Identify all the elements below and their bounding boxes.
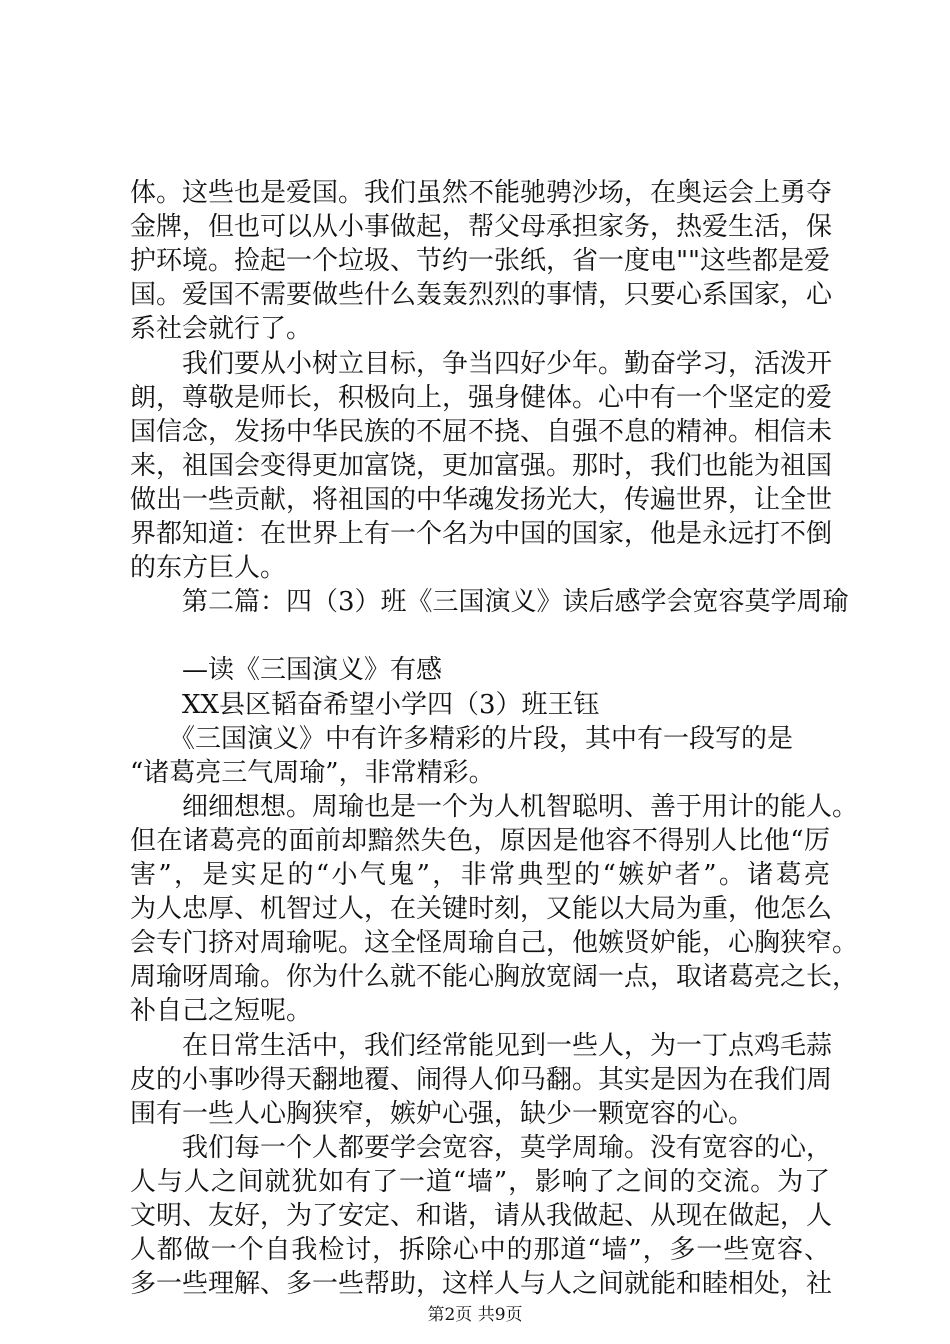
text-line: 围有一些人心胸狭窄，嫉妒心强，缺少一颗宽容的心。 (130, 1098, 755, 1129)
text-line: 朗，尊敬是师长，积极向上，强身健体。心中有一个坚定的爱 (130, 382, 833, 413)
text-line: 皮的小事吵得天翻地覆、闹得人仰马翻。其实是因为在我们周 (130, 1064, 833, 1095)
text-line: 国信念，发扬中华民族的不屈不挠、自强不息的精神。相信未 (130, 416, 833, 447)
text-line: 体。这些也是爱国。我们虽然不能驰骋沙场，在奥运会上勇夺 (130, 178, 833, 208)
text-line: 界都知道：在世界上有一个名为中国的国家，他是永远打不倒 (130, 519, 833, 549)
text-line: 细细想想。周瑜也是一个为人机智聪明、善于用计的能人。 (130, 791, 859, 822)
text-line: 但在诸葛亮的面前却黯然失色，原因是他容不得别人比他“厉 (130, 825, 830, 856)
text-line: 我们要从小树立目标，争当四好少年。勤奋学习，活泼开 (130, 348, 833, 379)
text-line: XX县区韬奋希望小学四（3）班王钰 (130, 689, 600, 720)
text-line: “诸葛亮三气周瑜”，非常精彩。 (130, 757, 495, 788)
text-line: 的东方巨人。 (130, 553, 287, 584)
text-line: 周瑜呀周瑜。你为什么就不能心胸放宽阔一点，取诸葛亮之长， (130, 962, 859, 993)
text-line: 人与人之间就犹如有了一道“墙”，影响了之间的交流。为了 (130, 1166, 830, 1197)
text-line: 国。爱国不需要做些什么轰轰烈烈的事情，只要心系国家，心 (130, 280, 833, 311)
text-line: 做出一些贡献，将祖国的中华魂发扬光大，传遍世界，让全世 (130, 484, 833, 515)
text-line: 系社会就行了。 (130, 314, 313, 345)
text-line: 文明、友好，为了安定、和谐，请从我做起、从现在做起，人 (130, 1201, 833, 1231)
text-line: 为人忠厚、机智过人，在关键时刻，又能以大局为重，他怎么 (130, 894, 833, 925)
text-line: 来，祖国会变得更加富饶，更加富强。那时，我们也能为祖国 (130, 450, 833, 481)
text-line: 人都做一个自我检讨，拆除心中的那道“墙”，多一些宽容、 (130, 1235, 830, 1266)
text-line: 在日常生活中，我们经常能见到一些人，为一丁点鸡毛蒜 (130, 1030, 833, 1061)
text-line: 补自己之短呢。 (130, 996, 313, 1027)
text-line: 护环境。捡起一个垃圾、节约一张纸，省一度电""这些都是爱 (130, 246, 830, 277)
text-line: 金牌，但也可以从小事做起，帮父母承担家务，热爱生活，保 (130, 212, 833, 243)
text-line: 《三国演义》中有许多精彩的片段，其中有一段写的是 (130, 723, 794, 754)
text-line: —读《三国演义》有感 (130, 655, 443, 686)
text-line: 第二篇：四（3）班《三国演义》读后感学会宽容莫学周瑜 (130, 587, 849, 618)
text-line: 我们每一个人都要学会宽容，莫学周瑜。没有宽容的心， (130, 1132, 833, 1163)
page-footer: 第2页 共9页 (427, 1305, 523, 1325)
text-line: 害”，是实足的“小气鬼”，非常典型的“嫉妒者”。诸葛亮 (130, 860, 830, 890)
text-line: 多一些理解、多一些帮助，这样人与人之间就能和睦相处，社 (130, 1269, 833, 1300)
text-line: 会专门挤对周瑜呢。这全怪周瑜自己，他嫉贤妒能，心胸狭窄。 (130, 928, 859, 959)
